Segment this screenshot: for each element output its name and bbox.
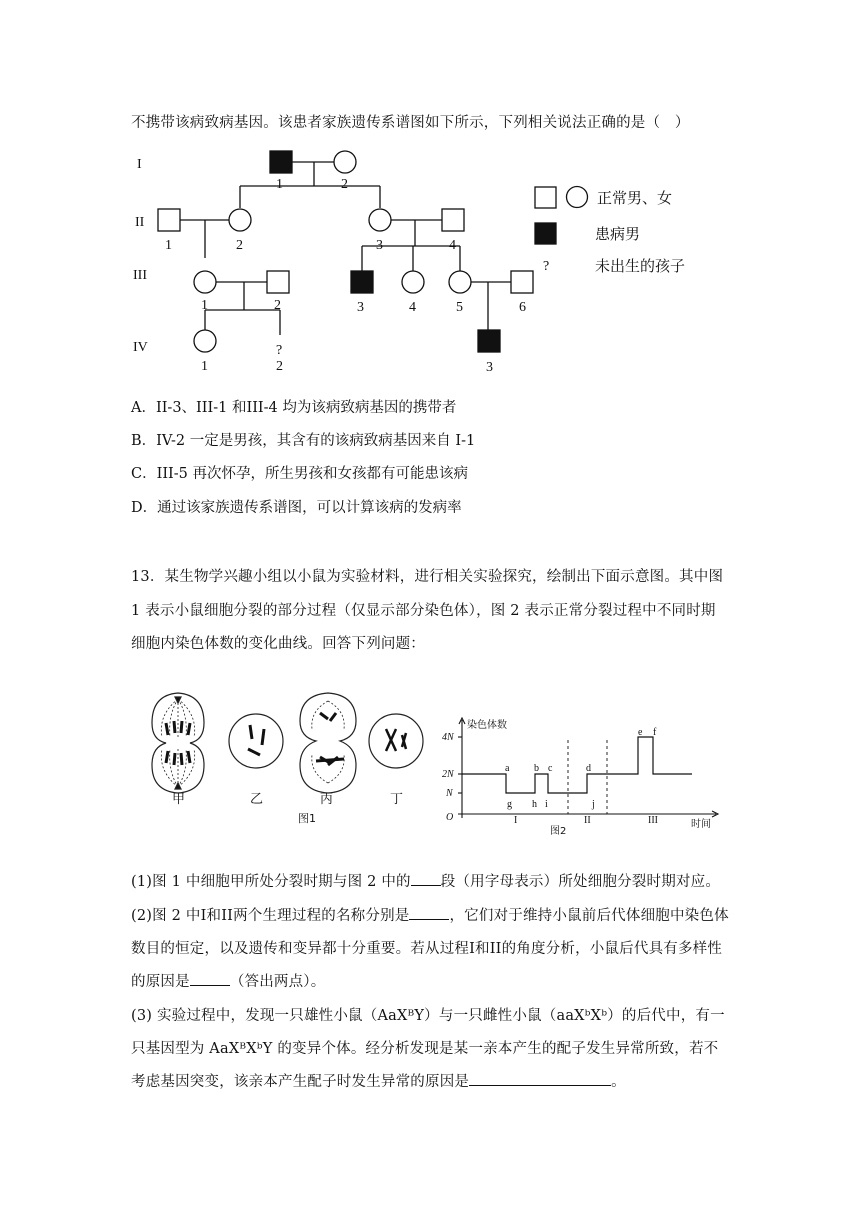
legend-normal-label: 正常男、女 bbox=[597, 189, 673, 207]
legend-unborn-mark: ? bbox=[543, 259, 550, 274]
pedigree-II3-female bbox=[369, 209, 391, 231]
gen-label-IV: IV bbox=[133, 340, 148, 355]
figure1-caption: 图1 bbox=[298, 812, 316, 825]
pedigree-II4-male bbox=[442, 209, 464, 231]
origin-label: O bbox=[446, 812, 454, 823]
legend-affected-label: 患病男 bbox=[595, 225, 641, 243]
q2-text-after: ，它们对于维持小鼠前后代体细胞中染色体 bbox=[449, 908, 729, 924]
label-IV2-unknown: ? bbox=[276, 343, 283, 358]
ytick-4N: 4N bbox=[442, 732, 454, 743]
cell-label-ding: 丁 bbox=[390, 792, 404, 807]
pedigree-III4-female bbox=[402, 271, 424, 293]
cell-yi bbox=[229, 714, 283, 768]
pedigree-II1-male bbox=[158, 209, 180, 231]
figure2-caption: 图2 bbox=[550, 826, 567, 837]
gen-label-III: III bbox=[133, 268, 147, 283]
cell-label-jia: 甲 bbox=[172, 792, 186, 807]
pedigree-IV3-affected-male bbox=[478, 330, 500, 352]
pedigree-II2-female bbox=[229, 209, 251, 231]
cell-bing bbox=[300, 693, 356, 793]
legend-female-symbol bbox=[567, 187, 588, 208]
x-axis-label: 时间 bbox=[691, 819, 711, 830]
point-label-f: f bbox=[653, 727, 657, 738]
q13-line1: 13．某生物学兴趣小组以小鼠为实验材料，进行相关实验探究，绘制出下面示意图。其中图 bbox=[131, 569, 724, 585]
label-IV1: 1 bbox=[201, 359, 208, 374]
label-III1: 1 bbox=[201, 298, 208, 313]
pedigree-diagram bbox=[125, 140, 725, 380]
point-label-d: d bbox=[586, 763, 591, 774]
q13-sub2-line2: 数目的恒定，以及遗传和变异都十分重要。若从过程I和II的角度分析，小鼠后代具有多样性 bbox=[131, 941, 723, 957]
ytick-N: N bbox=[446, 788, 453, 799]
label-II2: 2 bbox=[236, 238, 243, 253]
q13-line2: 1 表示小鼠细胞分裂的部分过程（仅显示部分染色体），图 2 表示正常分裂过程中不同时期 bbox=[131, 603, 716, 619]
q13-sub3-line3 bbox=[131, 1070, 626, 1091]
q2-answer-blank-2[interactable] bbox=[190, 984, 230, 986]
label-II4: 4 bbox=[449, 238, 456, 253]
y-axis-label: 染色体数 bbox=[467, 720, 507, 731]
q1-text-before: (1)图 1 中细胞甲所处分裂时期与图 2 中的 bbox=[131, 874, 411, 890]
figure2-chart bbox=[440, 710, 730, 840]
label-III2: 2 bbox=[274, 298, 281, 313]
pedigree-III6-male bbox=[511, 271, 533, 293]
point-label-g: g bbox=[507, 799, 512, 810]
legend-male-symbol bbox=[535, 187, 556, 208]
q2-answer-blank-1[interactable] bbox=[409, 918, 449, 920]
q1-answer-blank[interactable] bbox=[411, 884, 441, 886]
phase-label-III: III bbox=[648, 815, 658, 826]
point-label-j: j bbox=[592, 799, 595, 810]
cell-label-yi: 乙 bbox=[250, 792, 264, 807]
q13-sub2-line1 bbox=[131, 904, 729, 925]
legend-unborn-label: 未出生的孩子 bbox=[595, 257, 686, 275]
question-intro: 不携带该病致病基因。该患者家族遗传系谱图如下所示，下列相关说法正确的是（ ） bbox=[131, 115, 690, 131]
point-label-c: c bbox=[548, 763, 553, 774]
point-label-b: b bbox=[534, 763, 539, 774]
legend-affected-symbol bbox=[535, 223, 556, 244]
label-IV3: 3 bbox=[486, 360, 493, 375]
gen-label-II: II bbox=[135, 215, 145, 230]
option-a: A．II-3、III-1 和III-4 均为该病致病基因的携带者 bbox=[131, 400, 457, 416]
phase-label-II: II bbox=[584, 815, 591, 826]
q1-text-after: 段（用字母表示）所处细胞分裂时期对应。 bbox=[440, 874, 721, 890]
gen-label-I: I bbox=[137, 157, 142, 172]
pedigree-III2-male bbox=[267, 271, 289, 293]
pedigree-III3-affected-male bbox=[351, 271, 373, 293]
ytick-2N: 2N bbox=[442, 769, 454, 780]
label-II1: 1 bbox=[165, 238, 172, 253]
point-label-i: i bbox=[545, 799, 548, 810]
q13-sub2-line3 bbox=[131, 970, 325, 991]
pedigree-IV1-female bbox=[194, 330, 216, 352]
q13-sub3-line2: 只基因型为 AaXᴮXᵇY 的变异个体。经分析发现是某一亲本产生的配子发生异常所致，若不 bbox=[131, 1041, 719, 1057]
cell-jia bbox=[152, 693, 204, 793]
label-III4: 4 bbox=[409, 300, 416, 315]
q13-sub1 bbox=[131, 870, 720, 891]
q3-text-after: 。 bbox=[611, 1074, 626, 1090]
q2-l3-before: 的原因是 bbox=[131, 974, 190, 990]
q3-answer-blank[interactable] bbox=[469, 1084, 611, 1086]
option-c: C．III-5 再次怀孕，所生男孩和女孩都有可能患该病 bbox=[131, 466, 469, 482]
label-IV2: 2 bbox=[276, 359, 283, 374]
q2-l3-after: （答出两点）。 bbox=[229, 974, 326, 990]
label-I1: 1 bbox=[276, 177, 283, 192]
point-label-a: a bbox=[505, 763, 510, 774]
option-d: D．通过该家族遗传系谱图，可以计算该病的发病率 bbox=[131, 500, 462, 516]
q2-text-before: (2)图 2 中I和II两个生理过程的名称分别是 bbox=[131, 908, 410, 924]
cell-label-bing: 丙 bbox=[320, 792, 334, 807]
label-II3: 3 bbox=[376, 238, 383, 253]
pedigree-III1-female bbox=[194, 271, 216, 293]
point-label-h: h bbox=[532, 799, 537, 810]
pedigree-III5-female bbox=[449, 271, 471, 293]
option-b: B．IV-2 一定是男孩，其含有的该病致病基因来自 I-1 bbox=[131, 433, 476, 449]
figure1-cells bbox=[148, 685, 433, 830]
q13-sub3-line1: (3) 实验过程中，发现一只雄性小鼠（AaXᴮY）与一只雌性小鼠（aaXᵇXᵇ）的后代中，有一 bbox=[131, 1008, 725, 1024]
label-III5: 5 bbox=[456, 300, 463, 315]
cell-ding bbox=[369, 714, 423, 768]
q3-text-before: 考虑基因突变，该亲本产生配子时发生异常的原因是 bbox=[131, 1074, 470, 1090]
point-label-e: e bbox=[638, 727, 643, 738]
label-III3: 3 bbox=[357, 300, 364, 315]
label-III6: 6 bbox=[519, 300, 526, 315]
label-I2: 2 bbox=[341, 177, 348, 192]
chromosome-series-line bbox=[462, 737, 692, 793]
q13-line3: 细胞内染色体数的变化曲线。回答下列问题： bbox=[131, 636, 425, 652]
phase-label-I: I bbox=[514, 815, 518, 826]
pedigree-I2-female bbox=[334, 151, 356, 173]
pedigree-I1-affected-male bbox=[270, 151, 292, 173]
